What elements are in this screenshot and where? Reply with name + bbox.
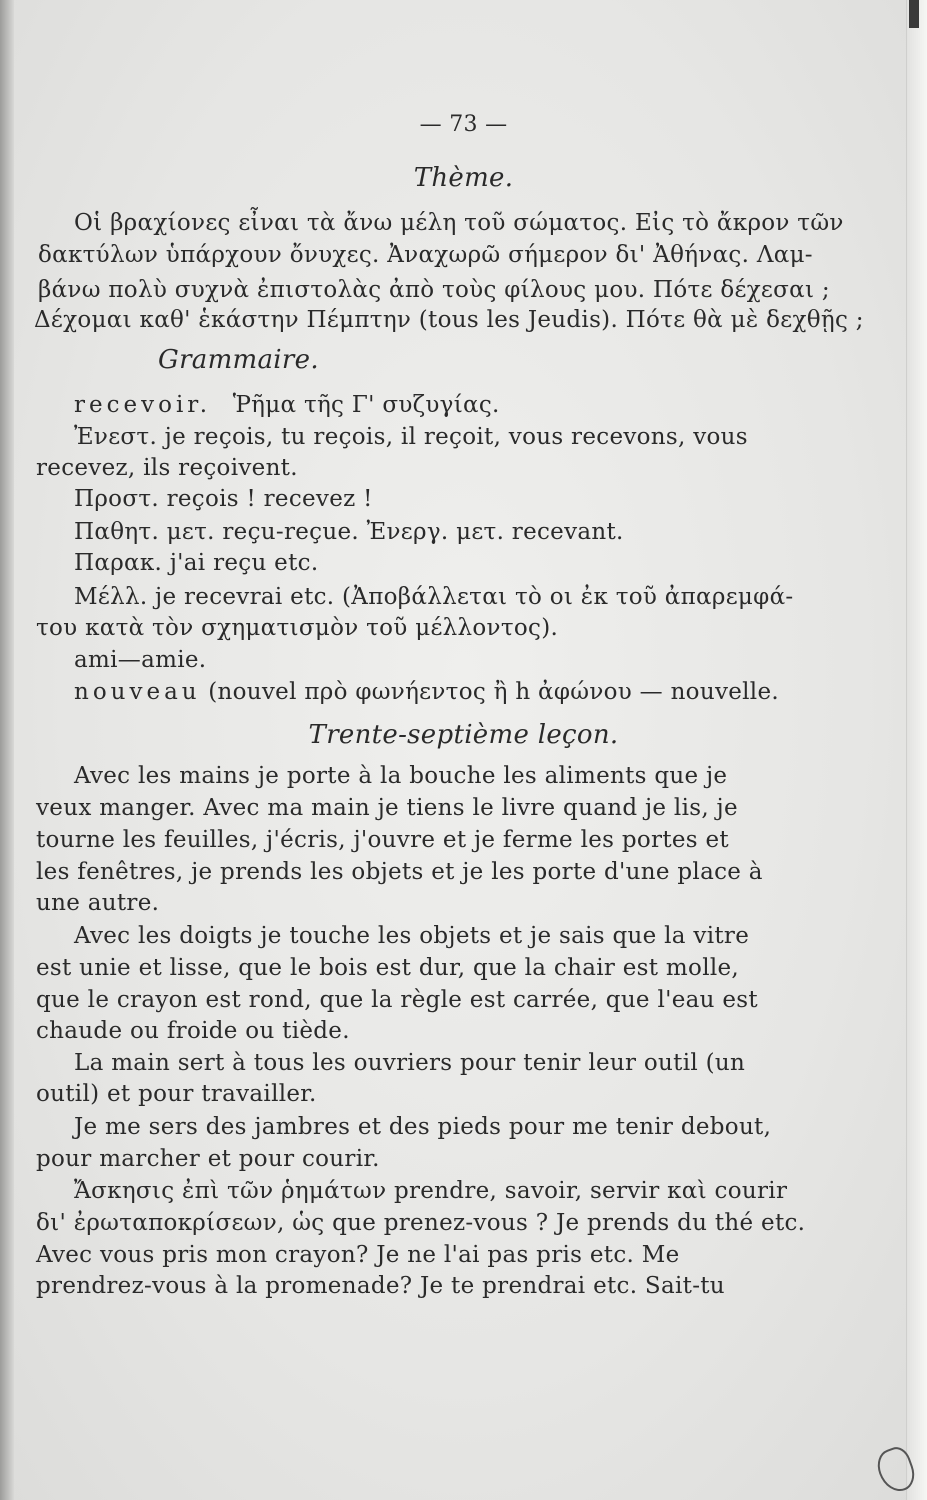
page-number: — 73 — [419,112,508,137]
lecon-line: est unie et lisse, que le bois est dur, que la chair est molle, [36,955,740,981]
lecon-line: Avec vous pris mon crayon? Je ne l'ai pas pris etc. Me [36,1242,680,1268]
lecon-line: tourne les feuilles, j'écris, j'ouvre et je ferme les portes et [36,827,729,853]
lecon-line: les fenêtres, je prends les objets et je les porte d'une place à [36,859,763,885]
lecon-line: prendrez-vous à la promenade? Je te prendrai etc. Sait-tu [36,1273,725,1299]
grammaire-line: ami—amie. [74,647,207,673]
lecon-line: que le crayon est rond, que la règle est carrée, que l'eau est [36,987,758,1013]
page-edge-mark [909,0,919,28]
grammaire-line: του κατὰ τὸν σχηματισμὸν τοῦ μέλλοντος). [36,615,559,641]
recevoir-word: recevoir. [74,392,212,418]
theme-line: Οἱ βραχίονες εἶναι τὰ ἄνω μέλη τοῦ σώματος. Εἰς τὸ ἄκρον τῶν [74,210,844,236]
lecon-line: Je me sers des jambres et des pieds pour me tenir debout, [74,1114,772,1140]
lecon-heading: Trente-septième leçon. [308,720,619,750]
lecon-line: Avec les doigts je touche les objets et je sais que la vitre [74,923,750,949]
grammaire-line: Ἐνεστ. je reçois, tu reçois, il reçoit, vous recevons, vous [74,424,748,450]
lecon-line: chaude ou froide ou tiède. [36,1018,350,1044]
nouveau-rest: (nouvel πρὸ φωνήεντος ἢ h ἀφώνου — nouvelle. [208,679,779,705]
lecon-line: La main sert à tous les ouvriers pour tenir leur outil (un [74,1050,746,1076]
page-gutter-shadow [0,0,14,1500]
lecon-line: pour marcher et pour courir. [36,1146,380,1172]
lecon-line: Ἄσκησις ἐπὶ τῶν ῥημάτων prendre, savoir, servir καὶ courir [74,1178,788,1204]
grammaire-line: Παρακ. j'ai reçu etc. [74,550,319,576]
lecon-line: une autre. [36,890,160,916]
theme-heading: Thème. [413,163,514,193]
grammaire-line: recevez, ils reçoivent. [36,455,298,481]
theme-line: βάνω πολὺ συχνὰ ἐπιστολὰς ἀπὸ τοὺς φίλους μου. Πότε δέχεσαι ; [38,277,830,303]
recevoir-note: Ῥῆμα τῆς Γ' συζυγίας. [232,392,500,418]
grammaire-line: Μέλλ. je recevrai etc. (Ἀποβάλλεται τὸ οι ἐκ τοῦ ἀπαρεμφά- [74,584,794,610]
lecon-line: outil) et pour travailler. [36,1081,317,1107]
lecon-line: δι' ἐρωταποκρίσεων, ὡς que prenez-vous ? Je prends du thé etc. [36,1210,806,1236]
lecon-line: veux manger. Avec ma main je tiens le livre quand je lis, je [36,795,738,821]
grammaire-heading: Grammaire. [158,345,319,375]
nouveau-word: nouveau [74,679,201,705]
grammaire-nouveau-line [74,677,779,707]
lecon-line: Avec les mains je porte à la bouche les aliments que je [74,763,728,789]
grammaire-verb-line [74,390,500,420]
grammaire-line: Παθητ. μετ. reçu-reçue. Ἐνεργ. μετ. recevant. [74,519,624,545]
theme-line: Δέχομαι καθ' ἑκάστην Πέμπτην (tous les Jeudis). Πότε θὰ μὲ δεχθῇς ; [34,307,864,333]
page-right-edge [906,0,927,1500]
grammaire-line: Προστ. reçois ! recevez ! [74,486,373,512]
theme-line: δακτύλων ὑπάρχουν ὄνυχες. Ἀναχωρῶ σήμερον δι' Ἀθήνας. Λαμ- [38,242,813,268]
